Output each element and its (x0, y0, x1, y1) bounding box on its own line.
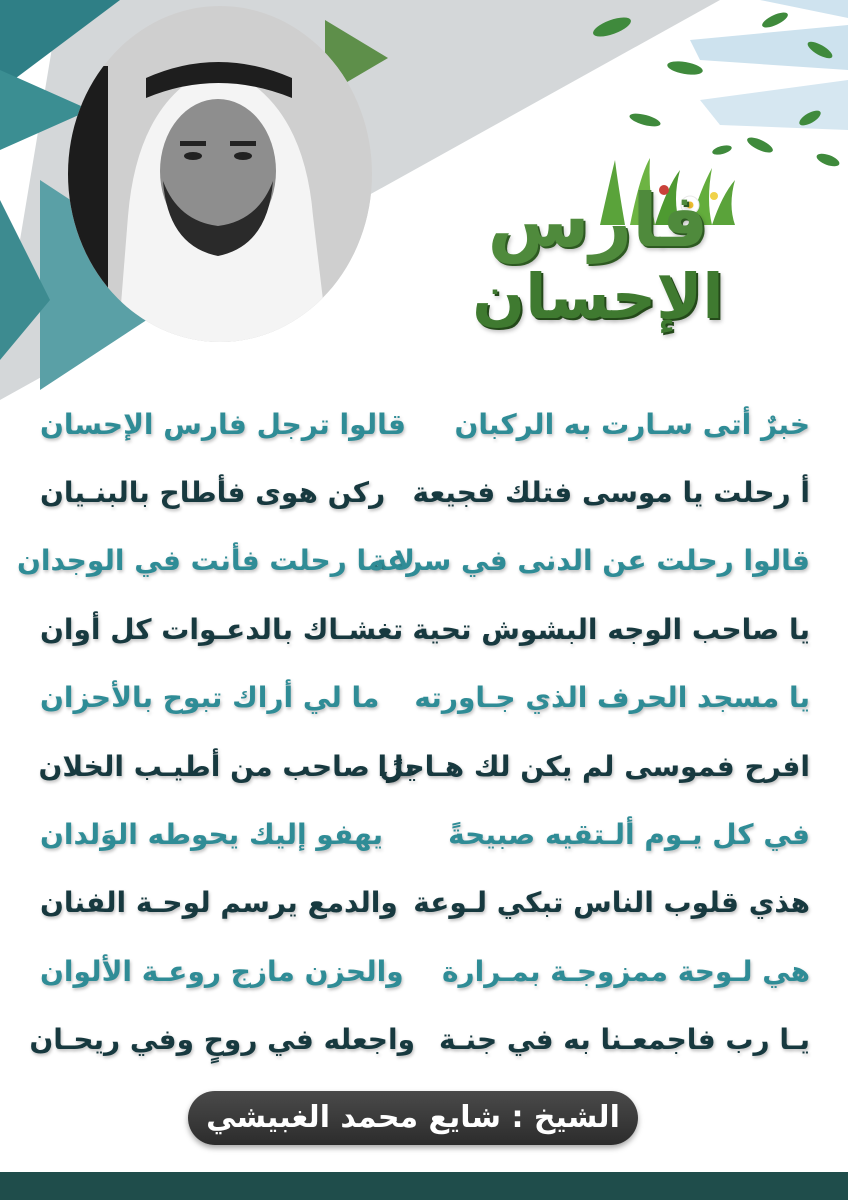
verse (40, 458, 810, 526)
portrait-photo (68, 6, 372, 342)
poem-verses (17, 390, 810, 1074)
verse-first-hemistich: يا مسجد الحرف الذي جـاورته (414, 681, 810, 715)
verse-first-hemistich: يـا رب فاجمعـنا به في جنـة (438, 1023, 810, 1057)
verse-first-hemistich: يا صاحب الوجه البشوش تحية (412, 612, 810, 646)
title-line-1: فارس (487, 178, 709, 264)
verse (40, 595, 810, 663)
verse-second-hemistich: والحزن مازج روعـة الألوان (40, 954, 404, 988)
verse-second-hemistich: قالوا ترجل فارس الإحسان (40, 407, 406, 441)
verse (40, 869, 810, 937)
verse (29, 1006, 810, 1074)
verse (17, 527, 810, 595)
title-line-2: الإحسان (472, 260, 724, 333)
verse-second-hemistich: والدمع يرسم لوحـة الفنان (40, 886, 398, 920)
verse (40, 800, 810, 868)
verse-second-hemistich: ركن هوى فأطاح بالبنـيان (40, 476, 386, 510)
poem-title (418, 180, 778, 332)
verse-second-hemistich: تغشـاك بالدعـوات كل أوان (40, 612, 404, 646)
verse-first-hemistich: هذي قلوب الناس تبكي لـوعة (413, 886, 810, 920)
verse-first-hemistich: افرح فموسى لم يكن لك هـاجرًا (377, 749, 810, 783)
footer-bar (0, 1172, 848, 1200)
verse-first-hemistich: هي لـوحة ممزوجـة بمـرارة (442, 954, 810, 988)
poet-name-badge: الشيخ : شايع محمد الغبيشي (188, 1091, 638, 1145)
verse (40, 937, 810, 1005)
verse-second-hemistich: يهفو إليك يحوطه الوَلدان (40, 818, 384, 852)
verse-first-hemistich: في كل يـوم ألـتقيه صبيحةً (448, 818, 810, 852)
verse-first-hemistich: قالوا رحلت عن الدنى في سرعة (370, 544, 810, 578)
verse-second-hemistich: بل صاحب من أطيـب الخلان (38, 749, 415, 783)
verse-first-hemistich: خبرٌ أتى سـارت به الركبان (454, 407, 810, 441)
verse-second-hemistich: ما لي أراك تبوح بالأحزان (40, 681, 380, 715)
verse (40, 732, 810, 800)
verse (40, 664, 810, 732)
verse-second-hemistich: لا ما رحلت فأنت في الوجدان (17, 544, 415, 578)
verse (40, 390, 810, 458)
verse-first-hemistich: أ رحلت يا موسى فتلك فجيعة (412, 476, 810, 510)
verse-second-hemistich: واجعله في روحٍ وفي ريحـان (29, 1023, 415, 1057)
